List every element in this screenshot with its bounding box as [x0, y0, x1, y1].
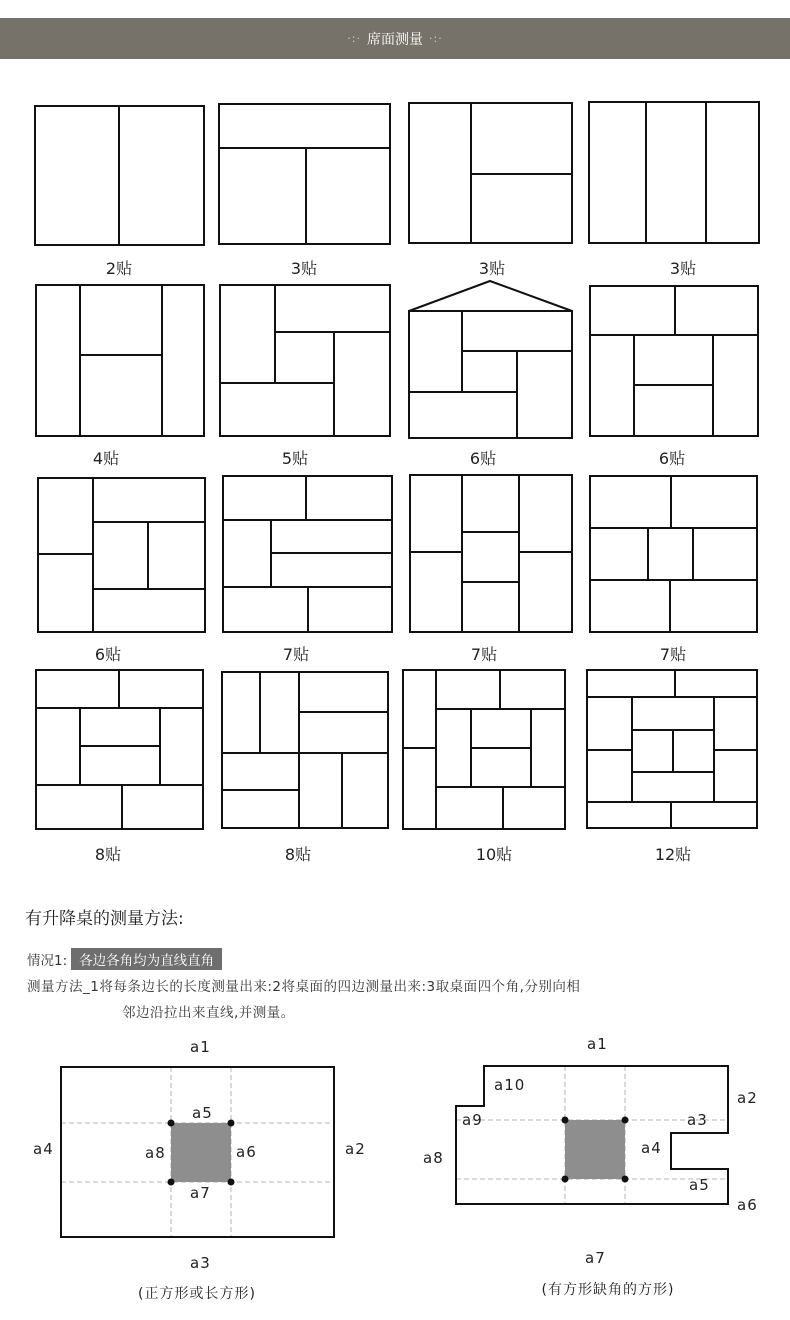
mat-diagram-3b: [409, 103, 572, 243]
banner-dots-left: ·:·: [347, 32, 361, 45]
mat-label-1: 3贴: [290, 259, 318, 278]
banner-dots-right: ·:·: [429, 32, 443, 45]
mat-label-11: 7贴: [659, 645, 687, 664]
notched-label-a4: a4: [641, 1139, 662, 1157]
rect-label-a7: a7: [190, 1184, 211, 1202]
notched-caption: (有方形缺角的方形): [541, 1282, 675, 1298]
mat-diagram-7c: [590, 476, 757, 632]
rect-label-a1: a1: [190, 1038, 211, 1056]
mat-diagram-5: [220, 285, 390, 436]
mat-label-9: 7贴: [282, 645, 310, 664]
mat-diagram-4: [36, 285, 204, 436]
notched-label-a10: a10: [494, 1076, 526, 1094]
mat-label-14: 10贴: [475, 845, 513, 864]
mat-diagram-8a: [36, 670, 203, 829]
rect-label-a3: a3: [190, 1254, 211, 1272]
mat-diagram-10: [403, 670, 565, 829]
mat-diagram-6c: [38, 478, 205, 632]
mat-diagram-2: [35, 106, 204, 245]
notched-label-a9: a9: [462, 1111, 483, 1129]
rect-diagram: [61, 1067, 334, 1237]
mat-label-4: 4贴: [92, 449, 120, 468]
mat-label-7: 6贴: [658, 449, 686, 468]
mat-label-12: 8贴: [94, 845, 122, 864]
rect-label-a4: a4: [33, 1140, 54, 1158]
measurement-diagrams: [0, 1030, 790, 1320]
mat-diagram-8b: [222, 672, 388, 828]
rect-caption: (正方形或长方形): [138, 1286, 256, 1302]
mat-label-15: 12贴: [654, 845, 692, 864]
notched-label-a3: a3: [687, 1111, 708, 1129]
notched-center-shade: [565, 1120, 625, 1179]
mat-diagram-12: [587, 670, 757, 828]
rect-label-a5: a5: [192, 1104, 213, 1122]
notched-label-a8: a8: [423, 1149, 444, 1167]
mat-label-0: 2贴: [105, 259, 133, 278]
mat-label-3: 3贴: [669, 259, 697, 278]
mat-label-5: 5贴: [281, 449, 309, 468]
mat-label-8: 6贴: [94, 645, 122, 664]
mat-diagram-3c: [589, 102, 759, 243]
mat-label-6: 6贴: [469, 449, 497, 468]
mat-diagram-6b: [590, 286, 758, 436]
mat-diagram-6a: [409, 281, 572, 438]
method-line-2: 邻边沿拉出来直线,并测量。: [122, 1005, 295, 1021]
mat-diagram-7a: [223, 476, 392, 632]
case-line: [27, 948, 222, 970]
mat-label-10: 7贴: [470, 645, 498, 664]
rect-center-shade: [171, 1123, 231, 1182]
notched-label-a5: a5: [689, 1176, 710, 1194]
rect-label-a2: a2: [345, 1140, 366, 1158]
section-title: 有升降桌的测量方法:: [25, 909, 184, 929]
notched-label-a7: a7: [585, 1249, 606, 1267]
case-badge: 各边各角均为直线直角: [71, 948, 222, 970]
notched-label-a1: a1: [587, 1035, 608, 1053]
notched-label-a6: a6: [737, 1196, 758, 1214]
mat-diagram-3a: [219, 104, 390, 244]
header-title: 席面测量: [367, 31, 423, 48]
method-line-1: 测量方法_1将每条边长的长度测量出来:2将桌面的四边测量出来:3取桌面四个角,分别向相: [27, 979, 581, 995]
method-text: [27, 974, 777, 1026]
notched-label-a2: a2: [737, 1089, 758, 1107]
mat-label-2: 3贴: [478, 259, 506, 278]
mat-label-13: 8贴: [284, 845, 312, 864]
rect-label-a6: a6: [236, 1143, 257, 1161]
case-label: 情况1:: [27, 953, 68, 969]
mat-diagram-7b: [410, 475, 572, 632]
rect-label-a8: a8: [145, 1144, 166, 1162]
